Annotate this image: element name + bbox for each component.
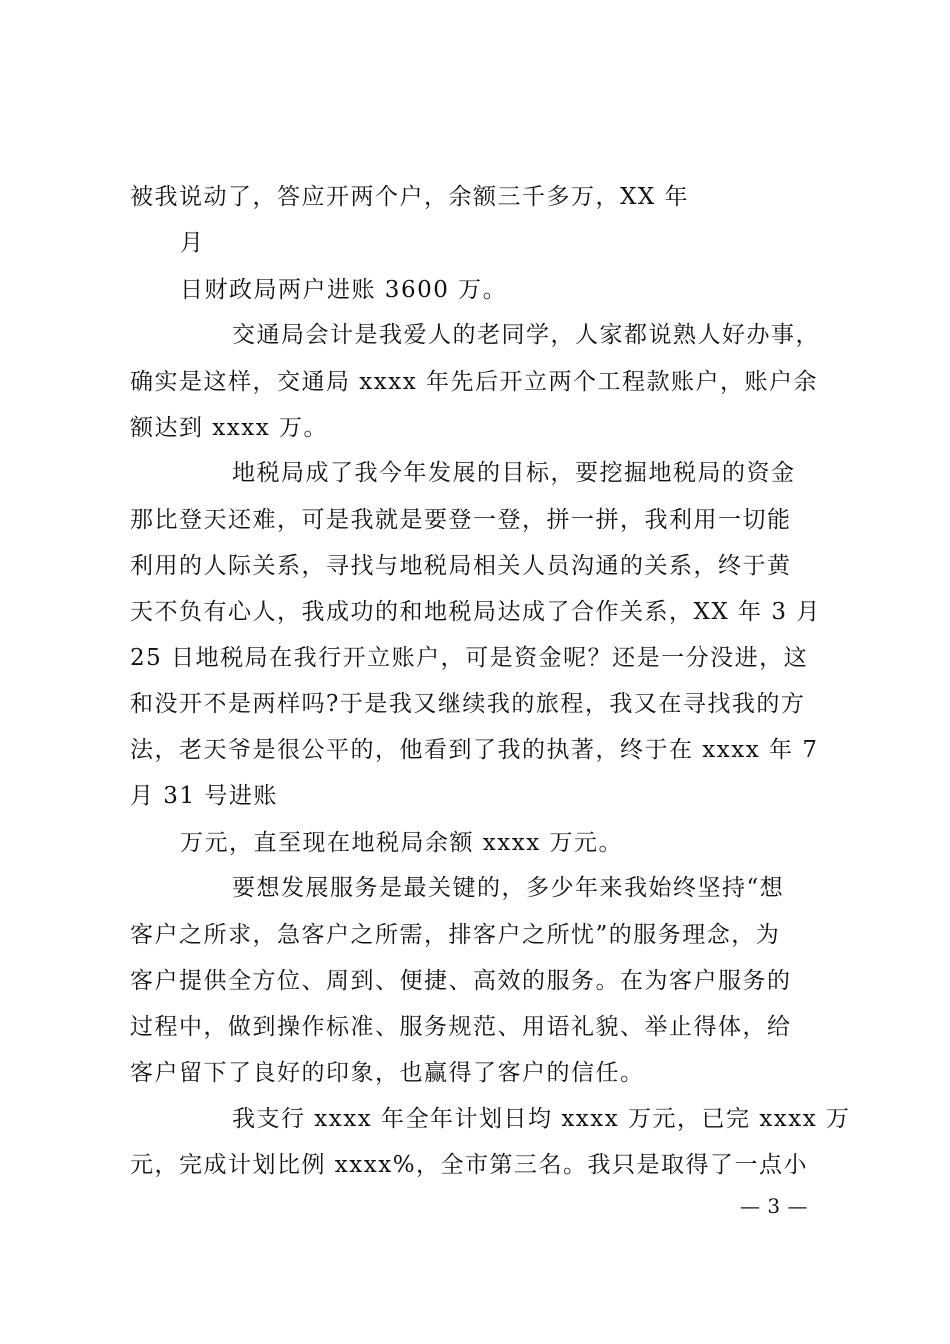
text-line-4: 交通局会计是我爱人的老同学，人家都说熟人好办事， xyxy=(232,322,820,348)
text-line-8: 那比登天还难，可是我就是要登一登，拼一拼，我利用一切能 xyxy=(130,507,792,533)
text-line-12: 和没开不是两样吗?于是我又继续我的旅程，我又在寻找我的方 xyxy=(130,691,806,717)
text-line-5: 确实是这样，交通局 xxxx 年先后开立两个工程款账户，账户余 xyxy=(130,369,819,395)
text-line-11: 25 日地税局在我行开立账户，可是资金呢？还是一分没进，这 xyxy=(130,645,809,671)
text-line-17: 客户之所求，急客户之所需，排客户之所忧”的服务理念，为 xyxy=(130,922,781,948)
text-line-1: 被我说动了，答应开两个户，余额三千多万，XX 年 xyxy=(130,184,690,210)
text-line-9: 利用的人际关系，寻找与地税局相关人员沟通的关系，终于黄 xyxy=(130,553,792,579)
text-line-14: 月 31 号进账 xyxy=(130,783,278,809)
text-line-13: 法，老天爷是很公平的，他看到了我的执著，终于在 xxxx 年 7 xyxy=(130,737,819,763)
text-line-10: 天不负有心人，我成功的和地税局达成了合作关系，XX 年 3 月 xyxy=(130,599,821,625)
text-line-3: 日财政局两户进账 3600 万。 xyxy=(180,277,508,303)
text-line-2: 月 xyxy=(180,230,205,256)
text-line-22: 元，完成计划比例 xxxx%，全市第三名。我只是取得了一点小 xyxy=(130,1152,809,1178)
text-line-19: 过程中，做到操作标准、服务规范、用语礼貌、举止得体，给 xyxy=(130,1014,792,1040)
text-line-15: 万元，直至现在地税局余额 xxxx 万元。 xyxy=(180,830,624,856)
text-line-7: 地税局成了我今年发展的目标，要挖掘地税局的资金 xyxy=(232,460,796,486)
page-number: — 3 — xyxy=(740,1194,808,1218)
text-line-6: 额达到 xxxx 万。 xyxy=(130,415,329,441)
text-line-21: 我支行 xxxx 年全年计划日均 xxxx 万元，已完 xxxx 万 xyxy=(232,1106,851,1132)
text-line-16: 要想发展服务是最关键的，多少年来我始终坚持“想 xyxy=(232,875,785,901)
text-line-20: 客户留下了良好的印象，也赢得了客户的信任。 xyxy=(130,1060,645,1086)
text-line-18: 客户提供全方位、周到、便捷、高效的服务。在为客户服务的 xyxy=(130,968,792,994)
